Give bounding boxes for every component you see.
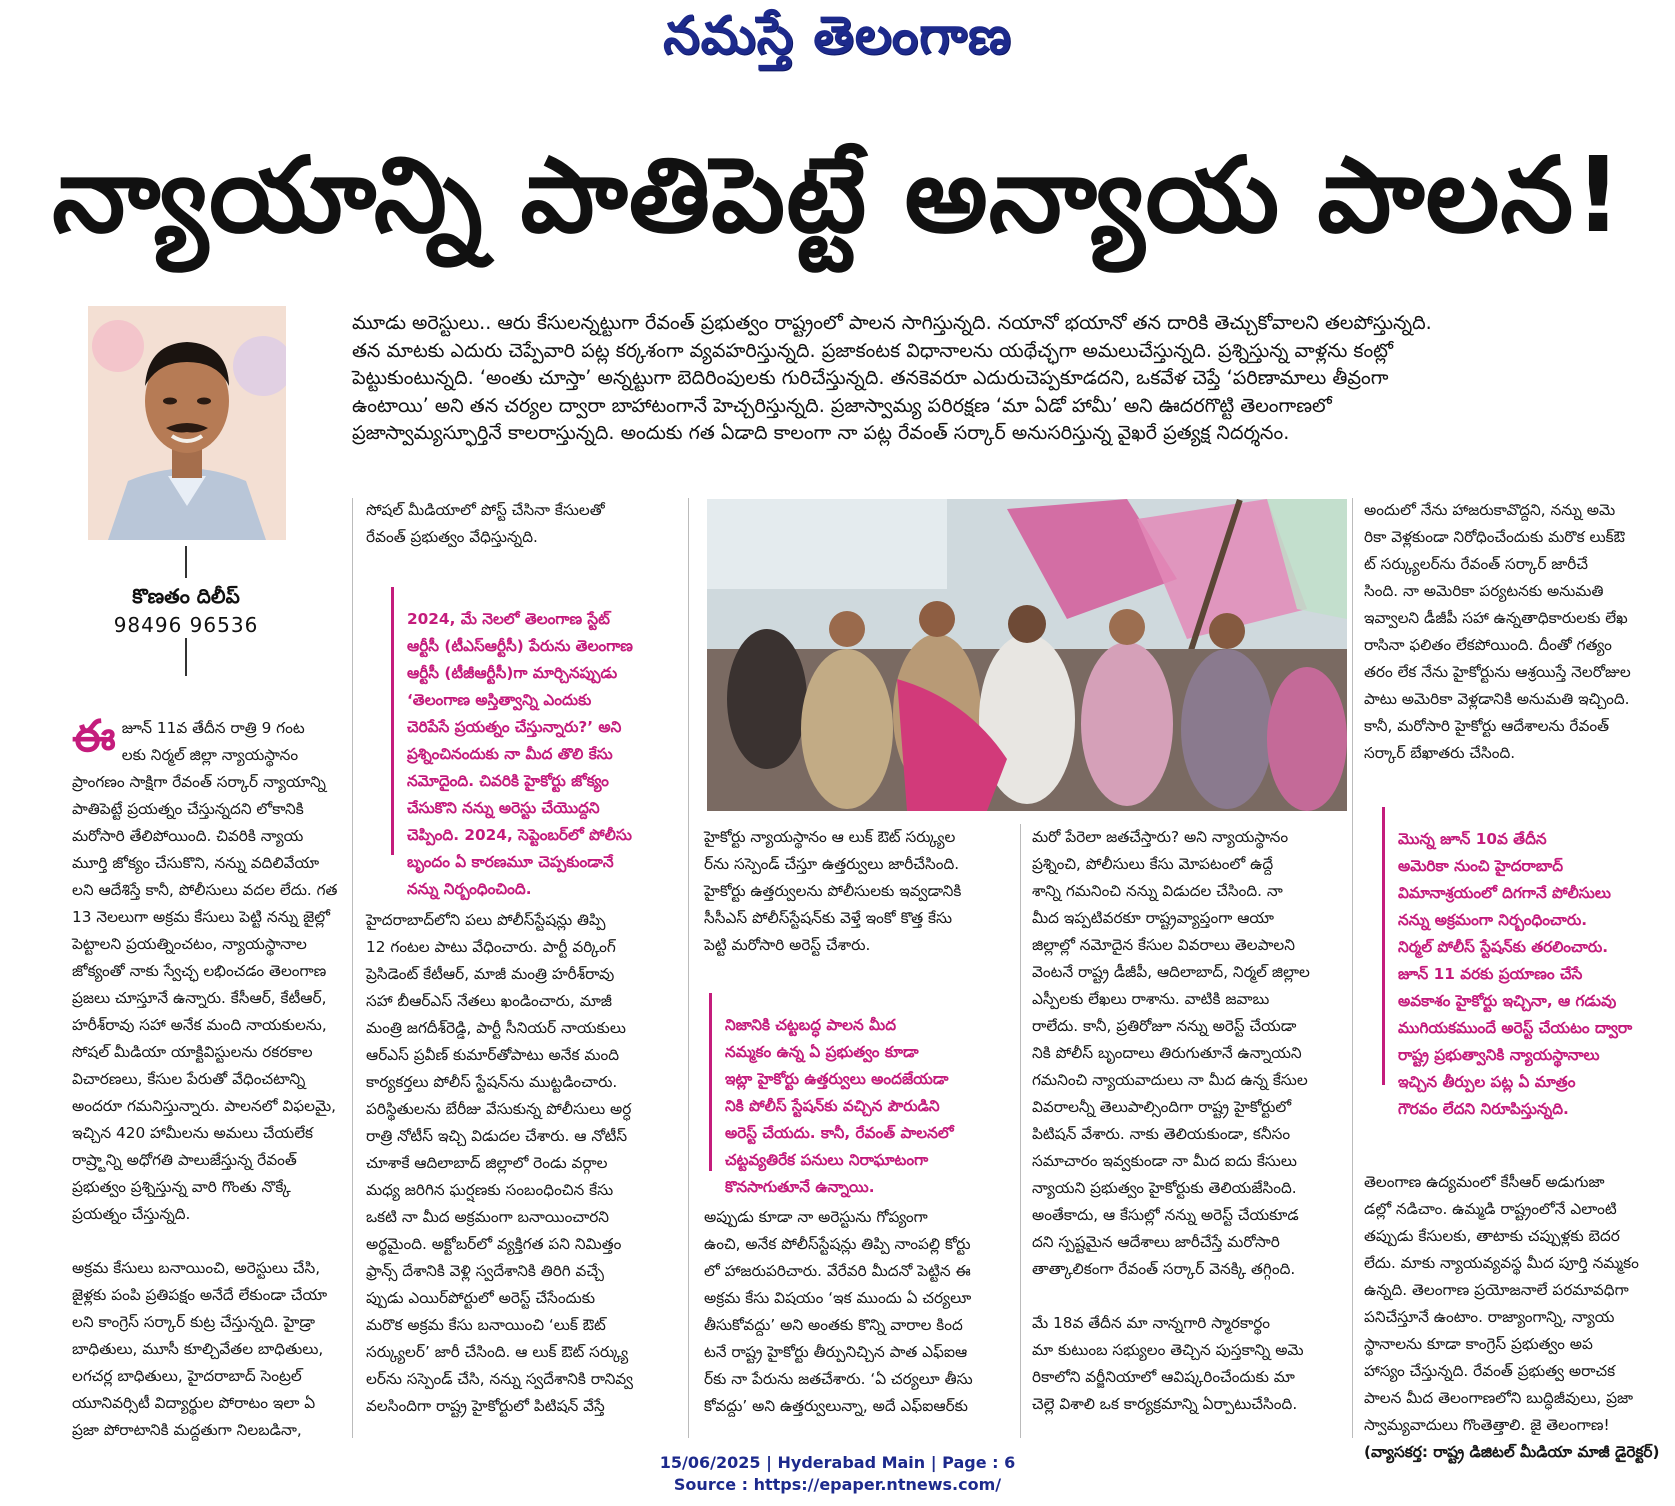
- author-photo: [88, 306, 286, 540]
- pull-quote-2-text: నిజానికి చట్టబద్ధ పాలన మీద నమ్మకం ఉన్న ఏ ప్రభుత్వం కూడా ఇట్లా హైకోర్టు ఉత్తర్వులు అందజేయడా నికి పోలీస్ స్టేషన్‌కు వచ్చిన పౌరుడిని అరెస్ట్ చేయదు. కానీ, రేవంత్ పాలనలో చట్టవ్యతిరేక పనులు నిరాఘాటంగా కొనసాగుతూనే ఉన్నాయి.: [725, 1016, 954, 1196]
- author-credit: (వ్యాసకర్త: రాష్ట్ర డిజిటల్ మీడియా మాజీ డైరెక్టర్): [1364, 1443, 1660, 1461]
- author-phone: 98496 96536: [113, 613, 259, 637]
- footer-source: Source : https://epaper.ntnews.com/: [673, 1475, 1002, 1494]
- column-5-closing-text: తెలంగాణ ఉద్యమంలో కేసీఆర్ అడుగుజా డల్లో నడిచాం. ఉమ్మడి రాష్ట్రంలోనే ఎలాంటి తప్పుడు కేసులకు, తాటాకు చప్పుళ్లకు బెదర లేదు. మాకు న్యాయవ్యవస్థ మీద పూర్తి నమ్మకం ఉన్నది. తెలంగాణ ప్రయోజనాలే పరమావధిగా పనిచేస్తూనే ఉంటాం. రాజ్యాంగాన్ని, న్యాయ స్థానాలను కూడా కాంగ్రెస్ ప్రభుత్వం అప హాస్యం చేస్తున్నది. రేవంత్ ప్రభుత్వ అరాచక పాలన మీద తెలంగాణలోని బుద్ధిజీవులు, ప్రజా స్వామ్యవాదులు గొంతెత్తాలి. జై తెలంగాణ!: [1364, 1173, 1639, 1434]
- pull-quote-bar: [709, 993, 712, 1171]
- column-rule: [688, 498, 689, 1438]
- article-column-5-top: అందులో నేను హాజరుకావొద్దని, నన్ను అమె రికా వెళ్లకుండా నిరోధించేందుకు మరొక లుక్ఔ ట్ సర్క్యులర్‌ను రేవంత్ సర్కార్ జారీచే సింది. నా అమెరికా పర్యటనకు అనుమతి ఇవ్వాలని డీజీపీ సహా ఉన్నతాధికారులకు లేఖ రాసినా ఫలితం లేకపోయింది. దీంతో గత్యం తరం లేక నేను హైకోర్టును ఆశ్రయిస్తే నెలరోజుల పాటు అమెరికా వెళ్లడానికి అనుమతి ఇచ్చింది. కానీ, మరోసారి హైకోర్టు ఆదేశాలను రేవంత్ సర్కార్ బేఖాతరు చేసింది.: [1364, 501, 1631, 762]
- drop-cap: ఈ: [72, 711, 116, 762]
- byline-connector-top: [185, 546, 187, 578]
- footer-date-edition: 15/06/2025 | Hyderabad Main | Page : 6: [659, 1453, 1016, 1472]
- page-footer: [0, 1452, 1675, 1496]
- column-rule: [1020, 824, 1021, 1438]
- headline-text: న్యాయాన్ని పాతిపెట్టే అన్యాయ పాలన!: [52, 134, 1623, 256]
- pull-quote-3: [1382, 799, 1675, 1123]
- article-intro: మూడు అరెస్టులు.. ఆరు కేసులన్నట్టుగా రేవంత్ ప్రభుత్వం రాష్ట్రంలో పాలన సాగిస్తున్నది. నయానో భయానో తన దారికి తెచ్చుకోవాలని తలపోస్తున్నది. తన మాటకు ఎదురు చెప్పేవారి పట్ల కర్కశంగా వ్యవహరిస్తున్నది. ప్రజాకంటక విధానాలను యథేచ్ఛగా అమలుచేస్తున్నది. ప్రశ్నిస్తున్న వాళ్లను కంట్లో పెట్టుకుంటున్నది. ‘అంతు చూస్తా’ అన్నట్టుగా బెదిరింపులకు గురిచేస్తున్నది. తనకెవరూ ఎదురుచెప్పకూడదని, ఒకవేళ చెప్తే ‘పరిణామాలు తీవ్రంగా ఉంటాయి’ అని తన చర్యల ద్వారా బాహాటంగానే హెచ్చరిస్తున్నది. ప్రజాస్వామ్య పరిరక్షణ ‘మా ఏడో హామీ’ అని ఊదరగొట్టి తెలంగాణలో ప్రజాస్వామ్యస్ఫూర్తినే కాలరాస్తున్నది. అందుకు గత ఏడాది కాలంగా నా పట్ల రేవంత్ సర్కార్ అనుసరిస్తున్న వైఖరే ప్రత్యక్ష నిదర్శనం.: [352, 311, 1432, 444]
- article-column-5-bottom: [1364, 1142, 1668, 1493]
- masthead-logo-text: నమస్తే తెలంగాణ: [663, 5, 1012, 66]
- protest-photo: [707, 499, 1347, 811]
- pull-quote-2: [709, 985, 1017, 1201]
- column-rule: [352, 498, 353, 1438]
- column-rule: [1352, 498, 1353, 1438]
- article-column-4: మరో పేరెలా జతచేస్తారు? అని న్యాయస్థానం ప్రశ్నించి, పోలీసులు కేసు మోపటంలో ఉద్దే శాన్ని గమనించి నన్ను విడుదల చేసింది. నా మీద ఇప్పటివరకూ రాష్ట్రవ్యాప్తంగా ఆయా జిల్లాల్లో నమోదైన కేసుల వివరాలు తెలపాలని వెంటనే రాష్ట్ర డీజీపీ, ఆదిలాబాద్, నిర్మల్ జిల్లాల ఎస్పీలకు లేఖలు రాశాను. వాటికి జవాబు రాలేదు. కానీ, ప్రతిరోజూ నన్ను అరెస్ట్ చేయడా నికి పోలీస్ బృందాలు తిరుగుతూనే ఉన్నాయని గమనించి న్యాయవాదులు నా మీద ఉన్న కేసుల వివరాలన్నీ తెలుపాల్సిందిగా రాష్ట్ర హైకోర్టులో పిటిషన్ వేశారు. నాకు తెలియకుండా, కనీసం సమాచారం ఇవ్వకుండా నా మీద ఐదు కేసులు న్యాయని ప్రభుత్వం హైకోర్టుకు తెలియజేసింది. అంతేకాదు, ఆ కేసుల్లో నన్ను అరెస్ట్ చేయకూడ దని స్పష్టమైన ఆదేశాలు జారీచేస్తే మరోసారి తాత్కాలికంగా రేవంత్ సర్కార్ వెనక్కి తగ్గింది. మే 18వ తేదీన మా నాన్నగారి స్మారకార్థం మా కుటుంబ సభ్యులం తెచ్చిన పుస్తకాన్ని అమె రికాలోని వర్జీనియాలో ఆవిష్కరించేందుకు మా చెల్లె విశాలి ఒక కార్యక్రమాన్ని ఏర్పాటుచేసింది.: [1032, 828, 1310, 1413]
- masthead: [0, 6, 1675, 78]
- pull-quote-bar: [1382, 807, 1385, 1085]
- pull-quote-1-text: 2024, మే నెలలో తెలంగాణ స్టేట్ ఆర్టీసీ (టీఎస్ఆర్టీసీ) పేరును తెలంగాణ ఆర్టీసీ (టీజీఆర్టీసీ)గా మార్చినప్పుడు ‘తెలంగాణ అస్తిత్వాన్ని ఎందుకు చెరిపేసే ప్రయత్నం చేస్తున్నారు?’ అని ప్రశ్నించినందుకు నా మీద తొలి కేసు నమోదైంది. చివరికి హైకోర్టు జోక్యం చేసుకొని నన్ను అరెస్టు చేయొద్దని చెప్పింది. 2024, సెప్టెంబర్‌లో పోలీసు బృందం ఏ కారణమూ చెప్పకుండానే నన్ను నిర్బంధించింది.: [407, 610, 633, 898]
- article-column-2-top: సోషల్ మీడియాలో పోస్ట్ చేసినా కేసులతో రేవంత్ ప్రభుత్వం వేధిస్తున్నది.: [366, 501, 605, 546]
- article-headline: [0, 108, 1675, 308]
- article-column-3-bottom: అప్పుడు కూడా నా అరెస్టును గోప్యంగా ఉంచి, అనేక పోలీస్‌స్టేషన్లు తిప్పి నాంపల్లి కోర్టు లో హాజరుపరిచారు. వేరేవరి మీదనో పెట్టిన ఈ అక్రమ కేసు విషయం ‘ఇక ముందు ఏ చర్యలూ తీసుకోవద్దు’ అని అంతకు కొన్ని వారాల కింద టనే రాష్ట్ర హైకోర్టు తీర్పునిచ్చిన పాత ఎఫ్ఐఆ ర్‌కు నా పేరును జతచేశారు. ‘ఏ చర్యలూ తీసు కోవద్దు’ అని ఉత్తర్వులున్నా, అదే ఎఫ్ఐఆర్‌కు: [704, 1208, 973, 1415]
- author-portrait-icon: [88, 306, 286, 540]
- pull-quote-3-text: మొన్న జూన్ 10వ తేదీన అమెరికా నుంచి హైదరాబాద్ విమానాశ్రయంలో దిగగానే పోలీసులు నన్ను అక్రమంగా నిర్బంధించారు. నిర్మల్ పోలీస్ స్టేషన్‌కు తరలించారు. జూన్ 11 వరకు ప్రయాణం చేసే అవకాశం హైకోర్టు ఇచ్చినా, ఆ గడువు ముగియకముందే అరెస్ట్ చేయటం ద్వారా రాష్ట్ర ప్రభుత్వానికి న్యాయస్థానాలు ఇచ్చిన తీర్పుల పట్ల ఏ మాత్రం గౌరవం లేదని నిరూపిస్తున్నది.: [1398, 830, 1633, 1118]
- pull-quote-bar: [391, 587, 394, 855]
- article-column-3-top: హైకోర్టు న్యాయస్థానం ఆ లుక్ ఔట్ సర్క్యుల ర్‌ను సస్పెండ్ చేస్తూ ఉత్తర్వులు జారీచేసింది. హైకోర్టు ఉత్తర్వులను పోలీసులకు ఇవ్వడానికి సీసీఎస్ పోలీస్‌స్టేషన్‌కు వెళ్తే ఇంకో కొత్త కేసు పెట్టి మరోసారి అరెస్ట్ చేశారు.: [704, 828, 962, 954]
- pull-quote-1: [391, 579, 689, 903]
- column-1-text: జూన్ 11వ తేదీన రాత్రి 9 గంట లకు నిర్మల్ జిల్లా న్యాయస్థానం ప్రాంగణం సాక్షిగా రేవంత్ సర్కార్ న్యాయాన్ని పాతిపెట్టే ప్రయత్నం చేస్తున్నదని లోకానికి మరోసారి తేలిపోయింది. చివరికి న్యాయ మూర్తి జోక్యం చేసుకొని, నన్ను వదిలివేయా లని ఆదేశిస్తే కానీ, పోలీసులు వదల లేదు. గత 13 నెలలుగా అక్రమ కేసులు పెట్టి నన్ను జైల్లో పెట్టాలని ప్రయత్నించటం, న్యాయస్థానాల జోక్యంతో నాకు స్వేచ్ఛ లభించడం తెలంగాణ ప్రజలు చూస్తూనే ఉన్నారు. కేసీఆర్, కేటీఆర్, హరీశ్‌రావు సహా అనేక మంది నాయకులను, సోషల్ మీడియా యాక్టివిస్టులను రకరకాల విచారణలు, కేసుల పేరుతో వేధించటాన్ని అందరూ గమనిస్తున్నారు. పాలనలో విఫలమై, ఇచ్చిన 420 హామీలను అమలు చేయలేక రాష్ర్టాన్ని అధోగతి పాలుజేస్తున్న రేవంత్ ప్రభుత్వం ప్రశ్నిస్తున్న వారి గొంతు నొక్కే ప్రయత్నం చేస్తున్నది. అక్రమ కేసులు బనాయించి, అరెస్టులు చేసి, జైళ్లకు పంపి ప్రతిపక్షం అనేదే లేకుండా చేయా లని కాంగ్రెస్ సర్కార్ కుట్ర చేస్తున్నది. హైడ్రా బాధితులు, మూసీ కూల్చివేతల బాధితులు, లగచర్ల బాధితులు, హైదరాబాద్ సెంట్రల్ యూనివర్సిటీ విద్యార్థుల పోరాటం ఇలా ఏ ప్రజా పోరాటానికి మద్దతుగా నిలబడినా,: [72, 719, 338, 1439]
- article-column-1: [72, 688, 340, 1444]
- byline-connector-bottom: [185, 638, 187, 676]
- author-name: కొణతం దిలీప్: [132, 584, 240, 608]
- article-column-2-bottom: హైదరాబాద్‌లోని పలు పోలీస్‌స్టేషన్లు తిప్పి 12 గంటల పాటు వేధించారు. పార్టీ వర్కింగ్ ప్రెసిడెంట్ కేటీఆర్, మాజీ మంత్రి హరీశ్‌రావు సహా బీఆర్ఎస్ నేతలు ఖండించారు, మాజీ మంత్రి జగదీశ్‌రెడ్డి, పార్టీ సీనియర్ నాయకులు ఆర్ఎస్ ప్రవీణ్ కుమార్‌తోపాటు అనేక మంది కార్యకర్తలు పోలీస్ స్టేషన్‌ను ముట్టడించారు. పరిస్థితులను బేరీజు వేసుకున్న పోలీసులు అర్ధ రాత్రి నోటీస్ ఇచ్చి విడుదల చేశారు. ఆ నోటీస్ చూశాకే ఆదిలాబాద్ జిల్లాలో రెండు వర్గాల మధ్య జరిగిన ఘర్షణకు సంబంధించిన కేసు ఒకటి నా మీద అక్రమంగా బనాయించారని అర్థమైంది. అక్టోబర్‌లో వ్యక్తిగత పని నిమిత్తం ఫ్రాన్స్ దేశానికి వెళ్లి స్వదేశానికి తిరిగి వచ్చే ప్పుడు ఎయిర్‌పోర్టులో అరెస్ట్ చేసేందుకు మరొక అక్రమ కేసు బనాయించి ‘లుక్ ఔట్ సర్క్యులర్’ జారీ చేసింది. ఆ లుక్ ఔట్ సర్క్యు లర్‌ను సస్పెండ్ చేసి, నన్ను స్వదేశానికి రానివ్వ వలసిందిగా రాష్ట్ర హైకోర్టులో పిటిషన్ వేస్తే: [366, 911, 634, 1415]
- protest-scene-icon: [707, 499, 1347, 811]
